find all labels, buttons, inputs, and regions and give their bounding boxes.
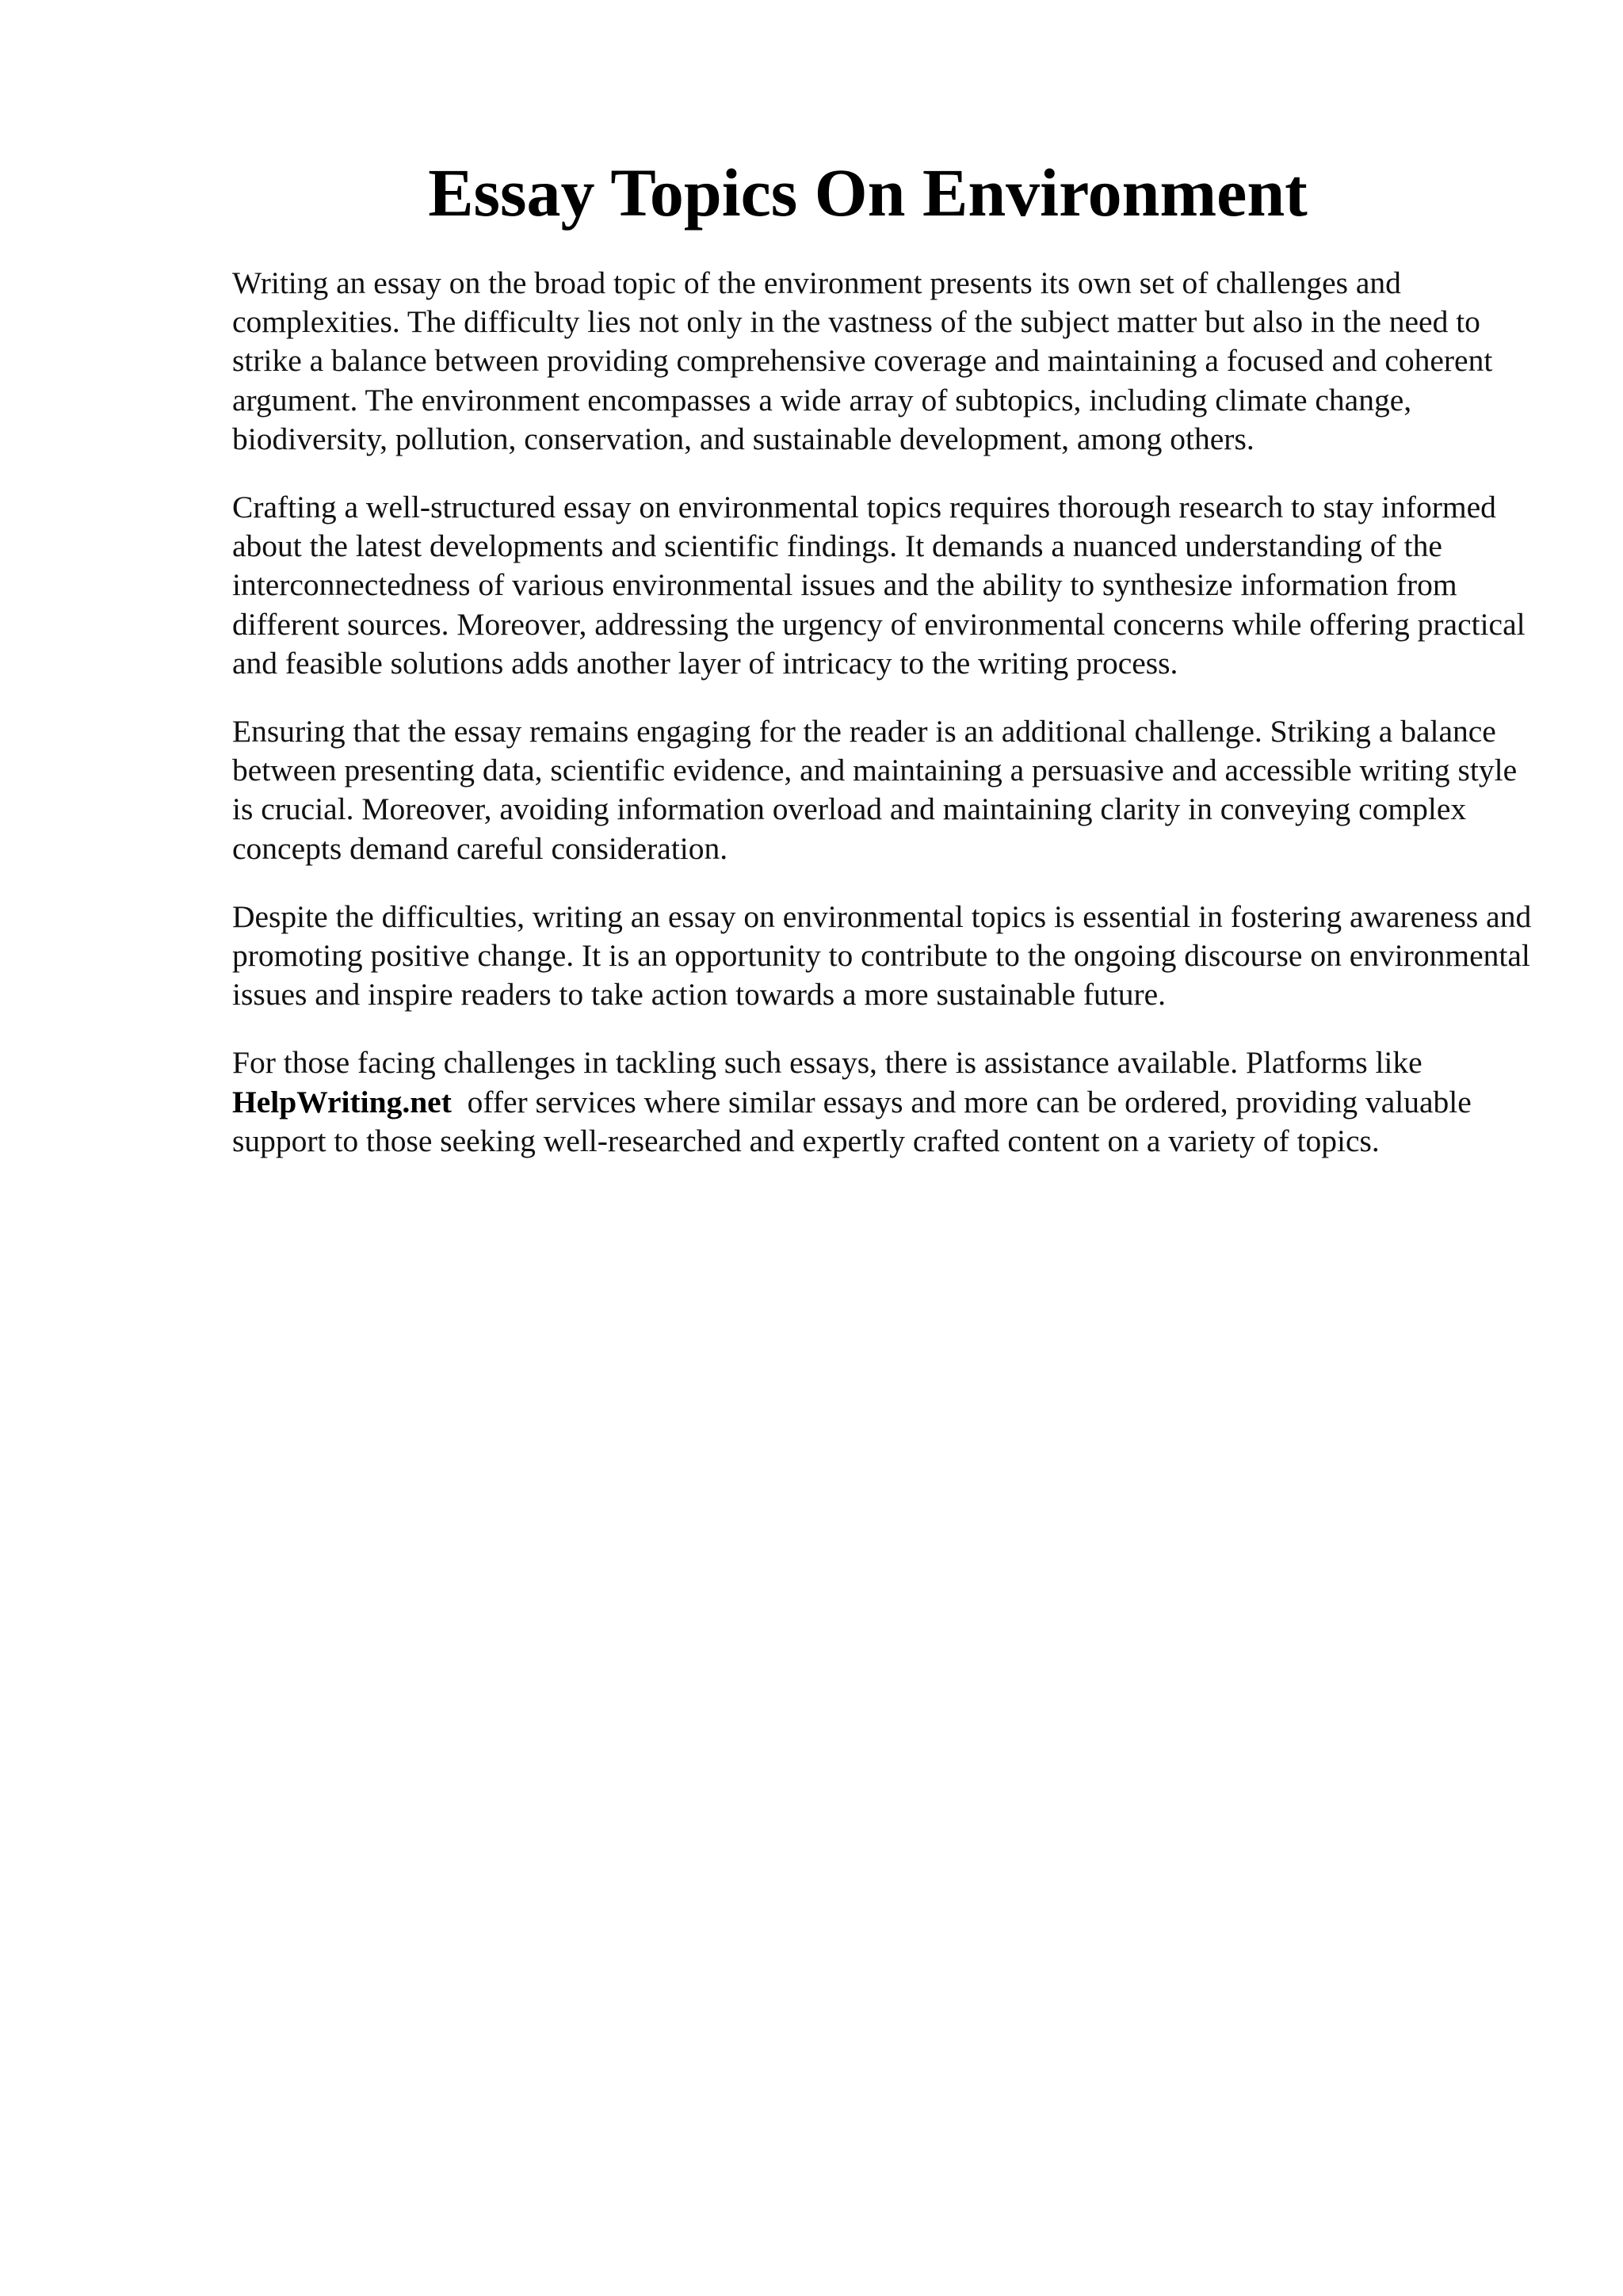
paragraph-2: Crafting a well-structured essay on environmental topics requires thorough research to stay informed about the latest developments and scientific findings. It demands a nuanced understanding of the interconnectedness of various environmental issues and the ability to synthesize information from different sources. Moreover, addressing the urgency of environmental concerns while offering practical and feasible solutions adds another layer of intricacy to the writing process. (232, 490, 1526, 681)
paragraph-5 (232, 1043, 1532, 1161)
paragraph-3: Ensuring that the essay remains engaging for the reader is an additional challenge. Striking a balance between presenting data, scientific evidence, and maintaining a persuasive and accessible writing style is crucial. Moreover, avoiding information overload and maintaining clarity in conveying complex concepts demand careful consideration. (232, 714, 1518, 866)
brand-link[interactable]: HelpWriting.net (232, 1084, 452, 1119)
paragraph-5-intro: For those facing challenges in tackling such essays, there is assistance available. Platforms like (232, 1045, 1423, 1081)
paragraph-5-rest: offer services where similar essays and more can be ordered, providing valuable support to those seeking well-researched and expertly crafted content on a variety of topics. (232, 1084, 1480, 1158)
document-title: Essay Topics On Environment (428, 154, 1308, 231)
document-body (232, 264, 1532, 1190)
paragraph-1: Writing an essay on the broad topic of the environment presents its own set of challenges and complexities. The difficulty lies not only in the vastness of the subject matter but also in the need to strike a balance between providing comprehensive coverage and maintaining a focused and coherent argument. The environment encompasses a wide array of subtopics, including climate change, biodiversity, pollution, conservation, and sustainable development, among others. (232, 265, 1493, 456)
paragraph-4: Despite the difficulties, writing an essay on environmental topics is essential in fostering awareness and promoting positive change. It is an opportunity to contribute to the ongoing discourse on environmental issues and inspire readers to take action towards a more sustainable future. (232, 898, 1532, 1013)
